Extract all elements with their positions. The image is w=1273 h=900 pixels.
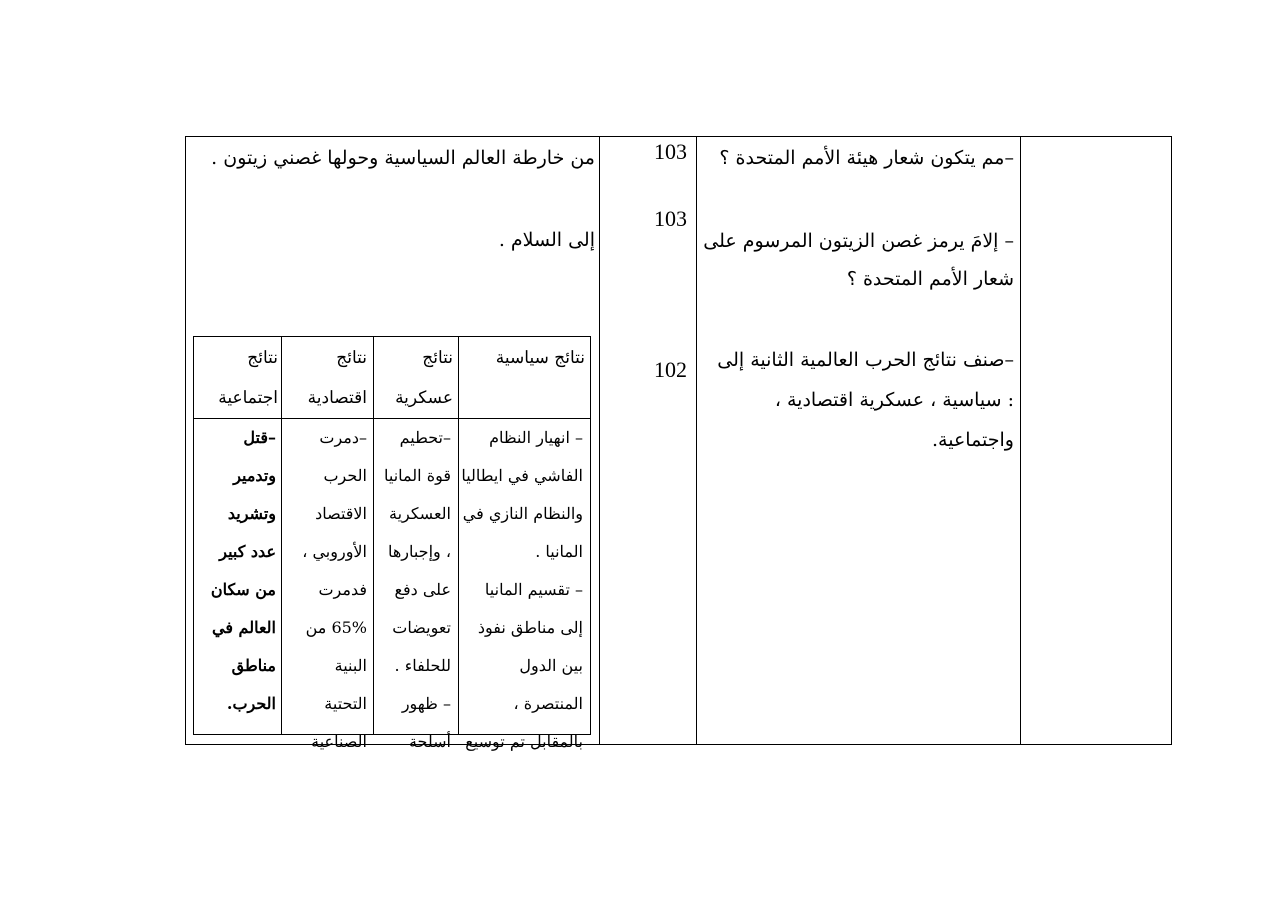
table-column-divider: [373, 336, 374, 735]
header-military-line-1: نتائج: [422, 348, 453, 368]
economic-line: التحتية: [324, 694, 367, 713]
header-economic-line-2: اقتصادية: [307, 388, 367, 408]
political-line: الفاشي في ايطاليا: [461, 466, 583, 485]
social-line: مناطق: [231, 656, 276, 675]
page-reference: 103: [654, 206, 687, 231]
page-reference: 103: [654, 139, 687, 164]
page-reference: 102: [654, 357, 687, 382]
military-line: –تحطيم: [399, 428, 451, 447]
header-social-line-2: اجتماعية: [218, 388, 278, 408]
header-social-line-1: نتائج: [247, 348, 278, 368]
military-line: قوة المانيا: [384, 466, 451, 485]
header-political: نتائج سياسية: [495, 348, 585, 368]
header-military-line-2: عسكرية: [395, 388, 453, 408]
military-line: على دفع: [394, 580, 451, 599]
economic-line: فدمرت: [318, 580, 367, 599]
answer-2: إلى السلام .: [498, 229, 595, 251]
political-line: إلى مناطق نفوذ: [477, 618, 583, 637]
question-3-line-2: : سياسية ، عسكرية اقتصادية ،: [774, 389, 1014, 411]
military-line: أسلحة: [408, 732, 451, 751]
question-2-line-2: شعار الأمم المتحدة ؟: [846, 268, 1014, 290]
answer-1: من خارطة العالم السياسية وحولها غصني زيتون .: [211, 147, 595, 169]
economic-line: البنية: [334, 656, 367, 675]
military-line: تعويضات: [392, 618, 451, 637]
economic-line: 65% من: [305, 618, 367, 637]
political-line: المنتصرة ،: [513, 694, 583, 713]
political-line: بالمقابل تم توسيع: [465, 732, 583, 751]
question-1: –مم يتكون شعار هيئة الأمم المتحدة ؟: [719, 147, 1014, 169]
economic-line: الحرب: [323, 466, 367, 485]
social-line: عدد كبير: [219, 542, 276, 561]
header-economic-line-1: نتائج: [336, 348, 367, 368]
social-line: وتدمير: [233, 466, 276, 485]
social-line: الحرب.: [226, 694, 276, 713]
economic-line: الصناعية: [311, 732, 367, 751]
military-line: للحلفاء .: [394, 656, 451, 675]
political-line: – تقسيم المانيا: [484, 580, 583, 599]
column-divider: [599, 136, 600, 745]
table-column-divider: [458, 336, 459, 735]
table-column-divider: [281, 336, 282, 735]
question-3-line-3: واجتماعية.: [931, 429, 1014, 451]
question-3-line-1: –صنف نتائج الحرب العالمية الثانية إلى: [717, 349, 1014, 371]
military-line: العسكرية: [388, 504, 451, 523]
column-divider: [696, 136, 697, 745]
economic-line: –دمرت: [319, 428, 367, 447]
social-line: العالم في: [212, 618, 276, 637]
social-line: من سكان: [210, 580, 276, 599]
question-2-line-1: – إلامَ يرمز غصن الزيتون المرسوم على: [703, 230, 1014, 252]
column-divider: [1020, 136, 1021, 745]
military-line: – ظهور: [401, 694, 451, 713]
political-line: – انهيار النظام: [489, 428, 583, 447]
military-line: ، وإجبارها: [387, 542, 451, 561]
social-line: –قتل: [243, 428, 276, 447]
social-line: وتشريد: [227, 504, 276, 523]
political-line: والنظام النازي في: [462, 504, 583, 523]
political-line: بين الدول: [519, 656, 583, 675]
economic-line: الأوروبي ،: [302, 542, 367, 561]
political-line: المانيا .: [535, 542, 583, 561]
economic-line: الاقتصاد: [315, 504, 367, 523]
